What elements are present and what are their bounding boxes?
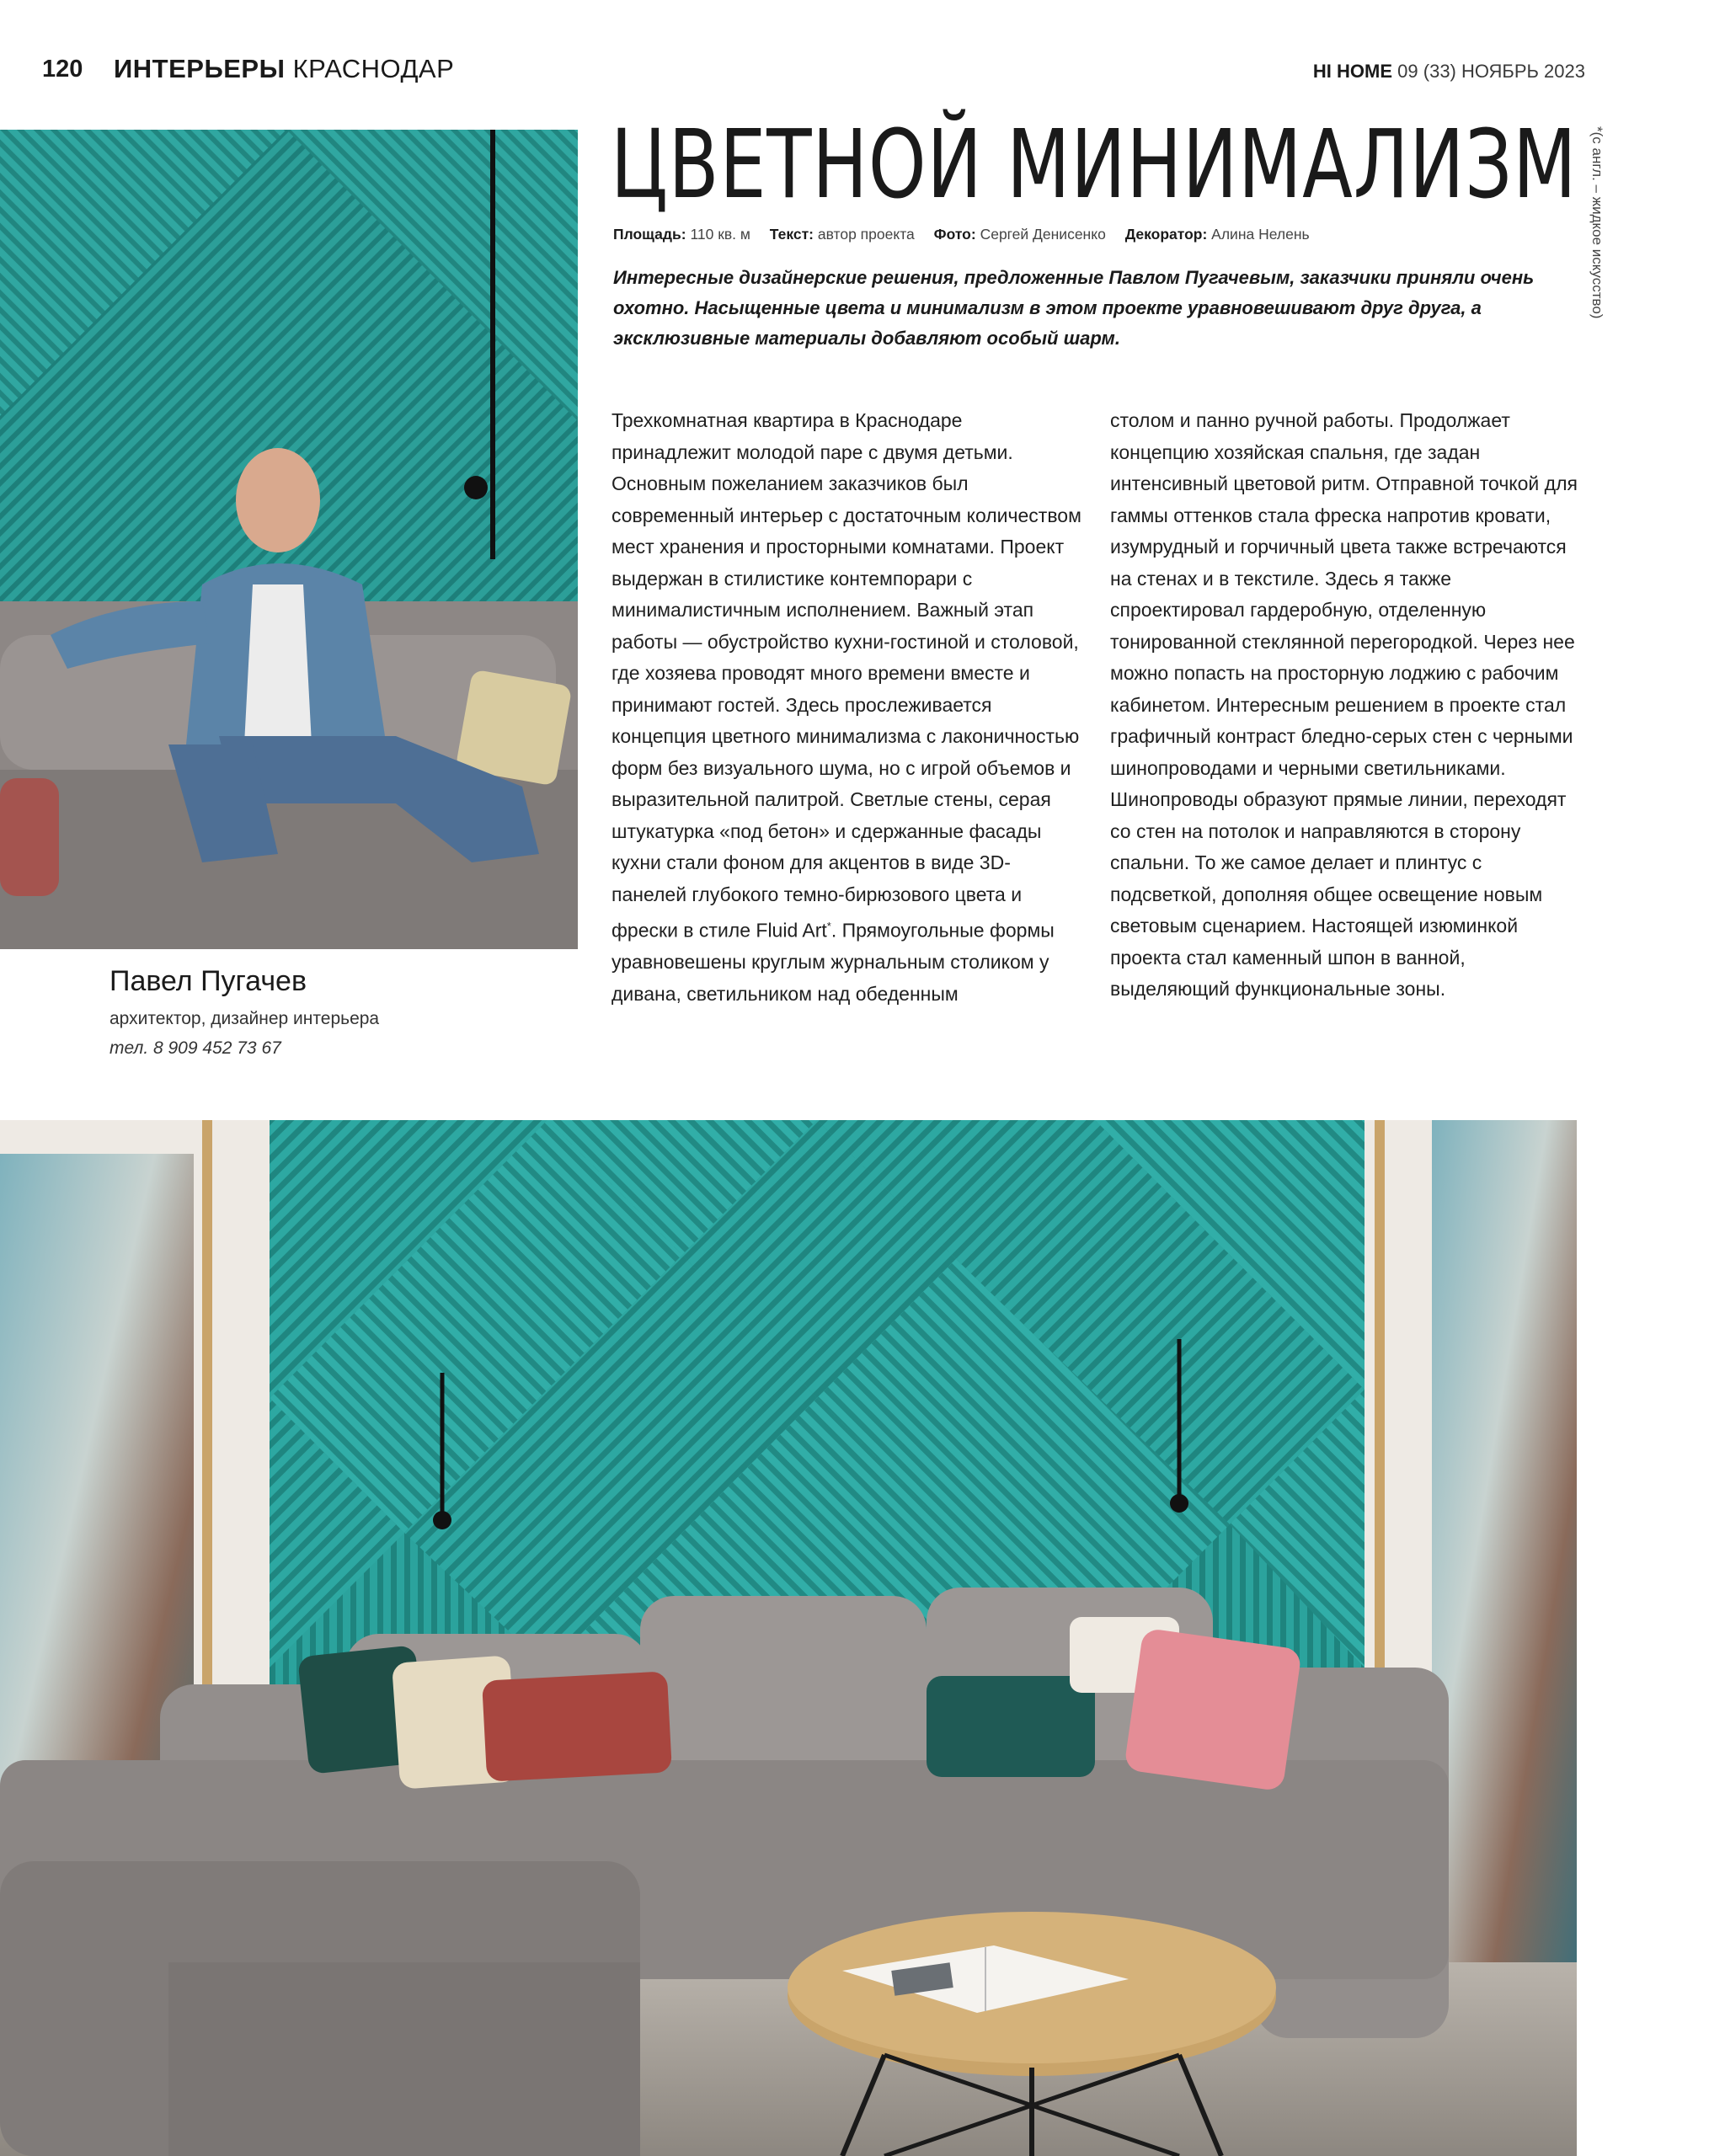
living-room-illustration <box>0 1120 1577 2156</box>
footnote <box>1589 126 1605 446</box>
living-room-photo <box>0 1120 1577 2156</box>
page-number: 120 <box>42 56 83 83</box>
section-title-city: КРАСНОДАР <box>292 54 455 83</box>
footnote-mark: * <box>1589 126 1605 132</box>
issue-number: 09 (33) НОЯБРЬ 2023 <box>1397 61 1585 82</box>
credit-area-label: Площадь: <box>613 226 686 243</box>
credit-decorator-value: Алина Нелень <box>1211 226 1310 243</box>
designer-phone: тел. 8 909 452 73 67 <box>109 1038 281 1058</box>
credit-area-value: 110 кв. м <box>690 226 750 243</box>
article-credits <box>613 226 1325 243</box>
body-column-2: столом и панно ручной работы. Продолжает концепцию хозяйская спальня, где задан интенсивный цветовой ритм. Отправной точкой для гаммы оттенков стала фреска напротив кровати, изумрудный и горчичный цвета также встречаются на стенах и в текстиле. Здесь я также спроектировал гардеробную, отделенную тонированной стеклянной перегородкой. Через нее можно попасть на просторную лоджию с рабочим кабинетом. Интересным решением в проекте стал графичный контраст бледно-серых стен с черными шинопроводами и черными светильниками. Шинопроводы образуют прямые линии, переходят со стен на потолок и направляются в сторону спальни. То же самое делает и плинтус с подсветкой, дополняя общее освещение новым световым сценарием. Настоящей изюминкой проекта стал каменный шпон в ванной, выделяющий функциональные зоны. <box>1110 409 1578 1000</box>
magazine-name: HI HOME <box>1312 61 1393 82</box>
magazine-issue <box>1313 61 1585 83</box>
credit-decorator-label: Декоратор: <box>1124 226 1208 243</box>
designer-portrait-photo <box>0 130 578 949</box>
body-column-1-text: Трехкомнатная квартира в Краснодаре принадлежит молодой паре с двумя детьми. Основным пожеланием заказчиков был современный интерьер с достаточным количеством мест хранения и просторными комнатами. Проект выдержан в стилистике контемпорари с минималистичным исполнением. Важный этап работы — обустройство кухни-гостиной и столовой, где хозяева проводят много времени вместе и принимают гостей. Здесь прослеживается концепция цветного минимализма с лаконичностью форм без визуального шума, но с игрой объемов и выразительной палитрой. Светлые стены, серая штукатурка «под бетон» и сдержанные фасады кухни стали фоном для акцентов в виде 3D-панелей глубокого темно-бирюзового цвета и фрески в стиле Fluid Art <box>611 409 1081 942</box>
body-column-1-end: . Прямоугольные формы уравновешены круглым журнальным столиком у дивана, светильником над обеденным <box>611 919 1055 1005</box>
credit-text-value: автор проекта <box>817 226 915 243</box>
body-column-1-footnote-mark: * <box>826 920 831 932</box>
body-column-1 <box>611 405 1083 1010</box>
designer-name: Павел Пугачев <box>109 965 307 997</box>
article-lead: Интересные дизайнерские решения, предложенные Павлом Пугачевым, заказчики приняли очень охотно. Насыщенные цвета и минимализм в этом проекте уравновешивают друг друга, а эксклюзивные материалы добавляют особый шарм. <box>613 267 1535 349</box>
credit-text-label: Текст: <box>769 226 814 243</box>
section-title-bold: ИНТЕРЬЕРЫ <box>114 54 286 83</box>
credit-photo-label: Фото: <box>933 226 976 243</box>
portrait-illustration <box>0 130 578 949</box>
section-title <box>114 54 454 84</box>
designer-role: архитектор, дизайнер интерьера <box>109 1009 380 1028</box>
article-title: ЦВЕТНОЙ МИНИМАЛИЗМ <box>611 110 1578 220</box>
credit-photo-value: Сергей Денисенко <box>980 226 1106 243</box>
footnote-text: (с англ. – жидкое искусство) <box>1589 131 1605 319</box>
